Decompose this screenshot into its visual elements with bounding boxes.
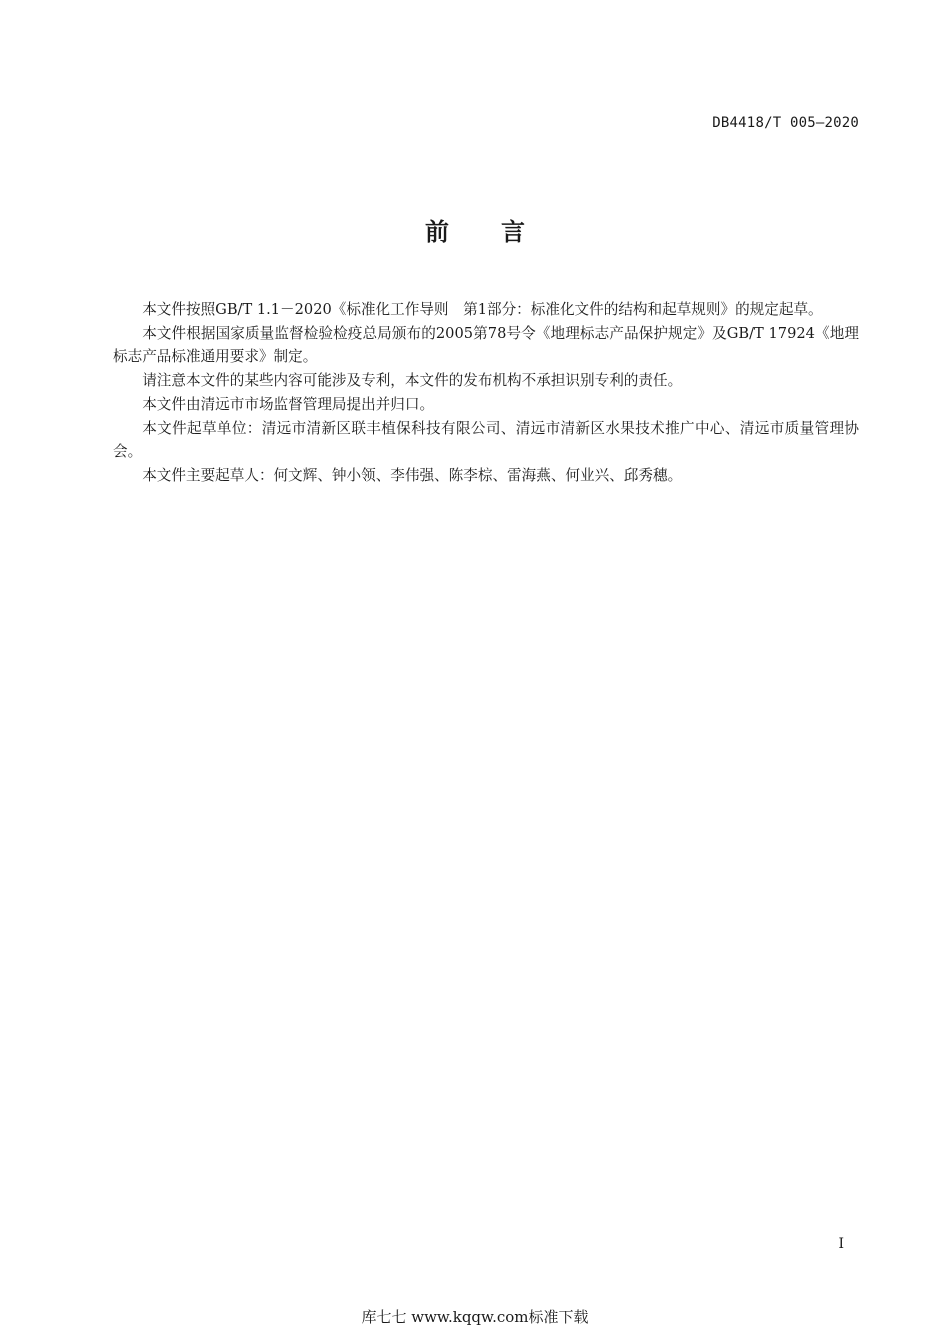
paragraph-basis: 本文件根据国家质量监督检验检疫总局颁布的2005第78号令《地理标志产品保护规定》及GB/T 17924《地理标志产品标准通用要求》制定。 (113, 324, 859, 366)
paragraph-drafting-rules: 本文件按照GB/T 1.1－2020《标准化工作导则 第1部分：标准化文件的结构和起草规则》的规定起草。 (142, 301, 823, 318)
paragraph-drafters: 本文件主要起草人：何文辉、钟小领、李伟强、陈李棕、雷海燕、何业兴、邱秀穗。 (142, 466, 683, 484)
foreword-body (113, 298, 859, 488)
page-number: I (838, 1236, 844, 1252)
paragraph-patent-notice: 请注意本文件的某些内容可能涉及专利，本文件的发布机构不承担识别专利的责任。 (142, 372, 683, 390)
paragraph-drafting-units: 本文件起草单位：清远市清新区联丰植保科技有限公司、清远市清新区水果技术推广中心、清远市质量管理协会。 (113, 419, 859, 461)
page-title: 前言 (425, 218, 577, 246)
footer-watermark-text: 库七七 www.kqqw.com标准下载 (361, 1308, 589, 1326)
document-code: DB4418/T 005—2020 (712, 115, 859, 131)
paragraph-proposer: 本文件由清远市市场监督管理局提出并归口。 (142, 395, 435, 413)
